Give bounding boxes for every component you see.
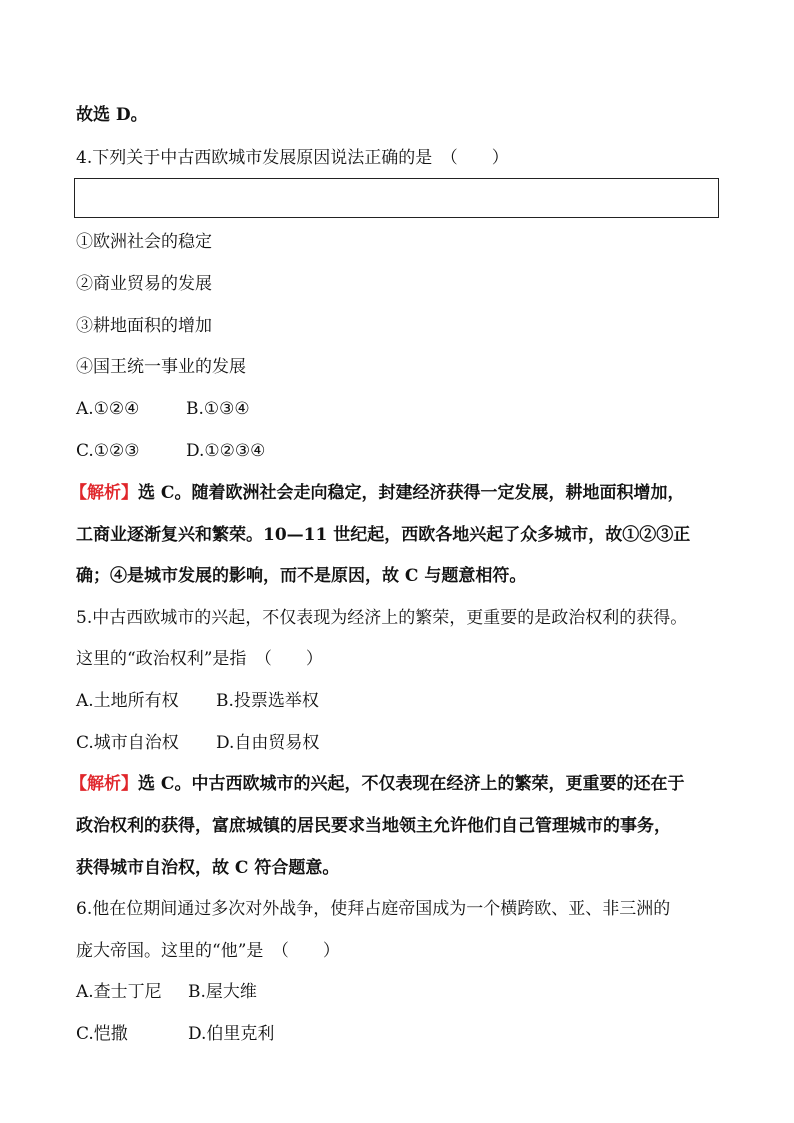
q5-options-row-1: [76, 690, 319, 712]
q5-stem-line-1: 5.中古西欧城市的兴起，不仅表现为经济上的繁荣，更重要的是政治权利的获得。: [76, 608, 688, 628]
q6-option-c[interactable]: C.恺撒: [76, 1024, 128, 1044]
q4-item-3: ③耕地面积的增加: [76, 316, 212, 336]
q4-item-1: ①欧洲社会的稳定: [76, 232, 212, 252]
q5-analysis-text-1: 选 C。中古西欧城市的兴起，不仅表现在经济上的繁荣，更重要的还在于: [138, 774, 685, 794]
q6-options-row-1: [76, 981, 257, 1003]
q5-options-row-2: [76, 732, 319, 754]
q5-analysis-tag: 【解析】: [70, 774, 138, 794]
q4-option-a[interactable]: A.①②④: [76, 399, 140, 419]
q5-option-a[interactable]: A.土地所有权: [76, 691, 179, 711]
q4-analysis-line-2: 工商业逐渐复兴和繁荣。10—11 世纪起，西欧各地兴起了众多城市，故①②③正: [76, 525, 691, 545]
q6-stem-line-1: 6.他在位期间通过多次对外战争，使拜占庭帝国成为一个横跨欧、亚、非三洲的: [76, 899, 671, 919]
q5-option-b[interactable]: B.投票选举权: [216, 691, 319, 711]
q4-stem: 4.下列关于中古西欧城市发展原因说法正确的是 （ ）: [76, 148, 509, 168]
q4-item-2: ②商业贸易的发展: [76, 274, 212, 294]
q4-options-row-1: [76, 398, 250, 420]
q5-analysis-line-2: 政治权利的获得，富庶城镇的居民要求当地领主允许他们自己管理城市的事务，: [76, 816, 671, 836]
q5-option-d[interactable]: D.自由贸易权: [216, 733, 320, 753]
q5-analysis-line-3: 获得城市自治权，故 C 符合题意。: [76, 858, 340, 878]
q6-option-b[interactable]: B.屋大维: [188, 982, 257, 1002]
q4-analysis-line-3: 确；④是城市发展的影响，而不是原因，故 C 与题意相符。: [76, 566, 527, 586]
q5-stem-line-2: 这里的“政治权利”是指 （ ）: [76, 649, 323, 669]
answer-box[interactable]: [74, 178, 719, 218]
q4-option-c[interactable]: C.①②③: [76, 441, 140, 461]
q6-stem-line-2: 庞大帝国。这里的“他”是 （ ）: [76, 941, 340, 961]
q4-analysis-line-1: [70, 482, 684, 504]
q5-analysis-line-1: [70, 773, 684, 795]
previous-answer-tail: 故选 D。: [76, 105, 148, 125]
q4-item-4: ④国王统一事业的发展: [76, 357, 246, 377]
q6-option-a[interactable]: A.查士丁尼: [76, 982, 162, 1002]
q4-analysis-tag: 【解析】: [70, 483, 138, 503]
q4-analysis-text-1: 选 C。随着欧洲社会走向稳定，封建经济获得一定发展，耕地面积增加，: [138, 483, 685, 503]
q6-option-d[interactable]: D.伯里克利: [188, 1024, 275, 1044]
q4-option-d[interactable]: D.①②③④: [186, 441, 266, 461]
q6-options-row-2: [76, 1023, 274, 1045]
q5-option-c[interactable]: C.城市自治权: [76, 733, 179, 753]
q4-option-b[interactable]: B.①③④: [186, 399, 250, 419]
q4-options-row-2: [76, 440, 265, 462]
